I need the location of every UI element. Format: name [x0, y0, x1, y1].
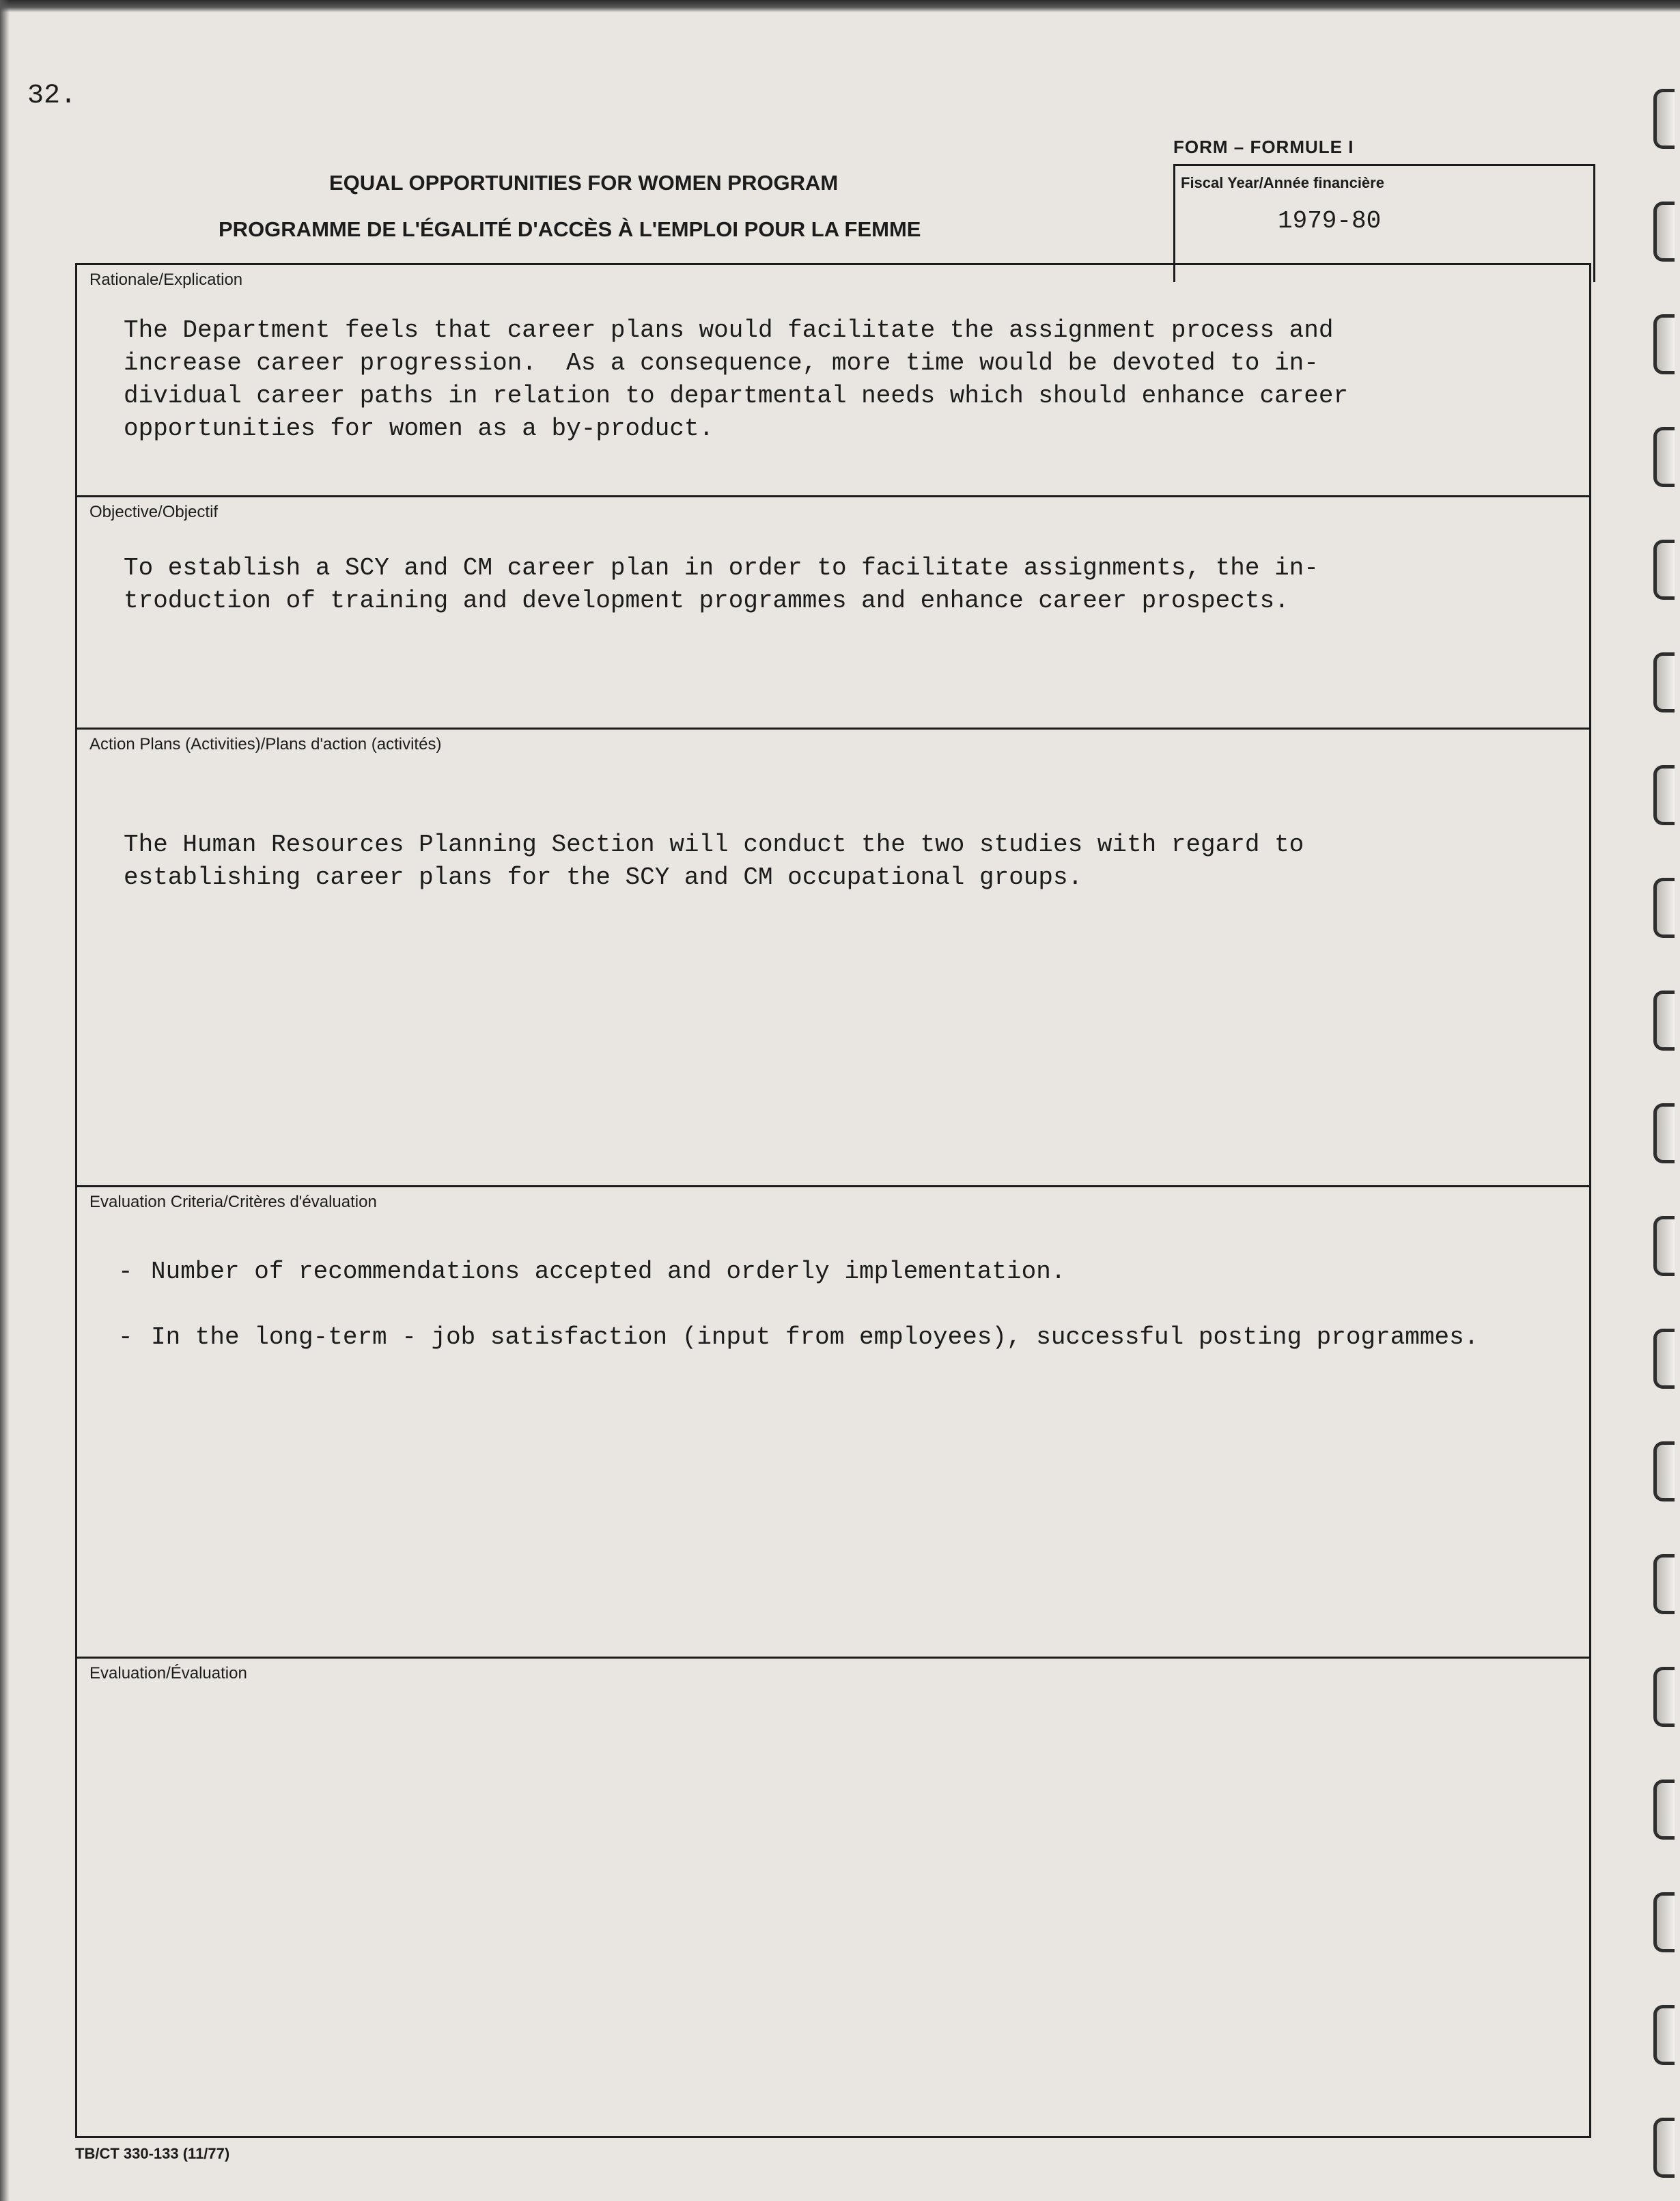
binding-ring	[1653, 540, 1675, 600]
evaluation-criteria-section	[77, 1187, 1589, 1659]
rationale-section	[77, 265, 1589, 497]
binding-ring	[1653, 2118, 1675, 2178]
objective-label: Objective/Objectif	[89, 503, 219, 521]
form-label: FORM – FORMULE I	[1173, 137, 1354, 157]
binding-ring	[1653, 765, 1675, 825]
evaluation-criteria-list	[118, 1256, 1487, 1387]
spiral-binding	[1639, 0, 1680, 2201]
binding-ring	[1653, 652, 1675, 712]
binding-ring	[1653, 202, 1675, 262]
binding-ring	[1653, 1329, 1675, 1389]
binding-ring	[1653, 1667, 1675, 1727]
list-item: - In the long-term - job satisfaction (input from employees), successful posting programmes.	[118, 1321, 1487, 1354]
binding-ring	[1653, 991, 1675, 1051]
rationale-label: Rationale/Explication	[89, 271, 243, 289]
binding-ring	[1653, 2005, 1675, 2065]
scan-top-edge	[0, 0, 1680, 12]
binding-ring	[1653, 1554, 1675, 1614]
binding-ring	[1653, 1103, 1675, 1163]
scan-left-edge	[0, 0, 10, 2201]
action-plans-text: The Human Resources Planning Section will conduct the two studies with regard to establishing career plans for the SCY and CM occupational groups.	[124, 831, 1304, 891]
binding-ring	[1653, 1892, 1675, 1952]
fiscal-year-value: 1979-80	[1278, 207, 1382, 235]
form-body	[75, 263, 1591, 2138]
program-title-english: EQUAL OPPORTUNITIES FOR WOMEN PROGRAM	[329, 171, 839, 195]
binding-ring	[1653, 878, 1675, 938]
binding-ring	[1653, 1441, 1675, 1501]
action-plans-label: Action Plans (Activities)/Plans d'action (activités)	[89, 735, 442, 753]
binding-ring	[1653, 1780, 1675, 1840]
binding-ring	[1653, 314, 1675, 374]
binding-ring	[1653, 1216, 1675, 1276]
evaluation-criteria-label: Evaluation Criteria/Critères d'évaluation	[89, 1193, 377, 1211]
binding-ring	[1653, 427, 1675, 487]
page-number: 32.	[27, 81, 77, 111]
objective-section	[77, 497, 1589, 730]
evaluation-label: Evaluation/Évaluation	[89, 1664, 247, 1683]
fiscal-year-label: Fiscal Year/Année financière	[1181, 174, 1384, 191]
action-plans-section	[77, 730, 1589, 1187]
program-title-french: PROGRAMME DE L'ÉGALITÉ D'ACCÈS À L'EMPLOI POUR LA FEMME	[219, 217, 921, 241]
form-code: TB/CT 330-133 (11/77)	[75, 2145, 230, 2162]
binding-ring	[1653, 89, 1675, 149]
evaluation-section	[77, 1659, 1589, 2136]
rationale-text: The Department feels that career plans would facilitate the assignment process and increase career progression. As a consequence, more time would be devoted to in- dividual career paths in relation to departmental needs which should enhance career opportunities for women as a by-product.	[124, 316, 1349, 443]
objective-text: To establish a SCY and CM career plan in order to facilitate assignments, the in- troduction of training and development programmes and enhance career prospects.	[124, 554, 1319, 615]
list-item: - Number of recommendations accepted and orderly implementation.	[118, 1256, 1487, 1288]
